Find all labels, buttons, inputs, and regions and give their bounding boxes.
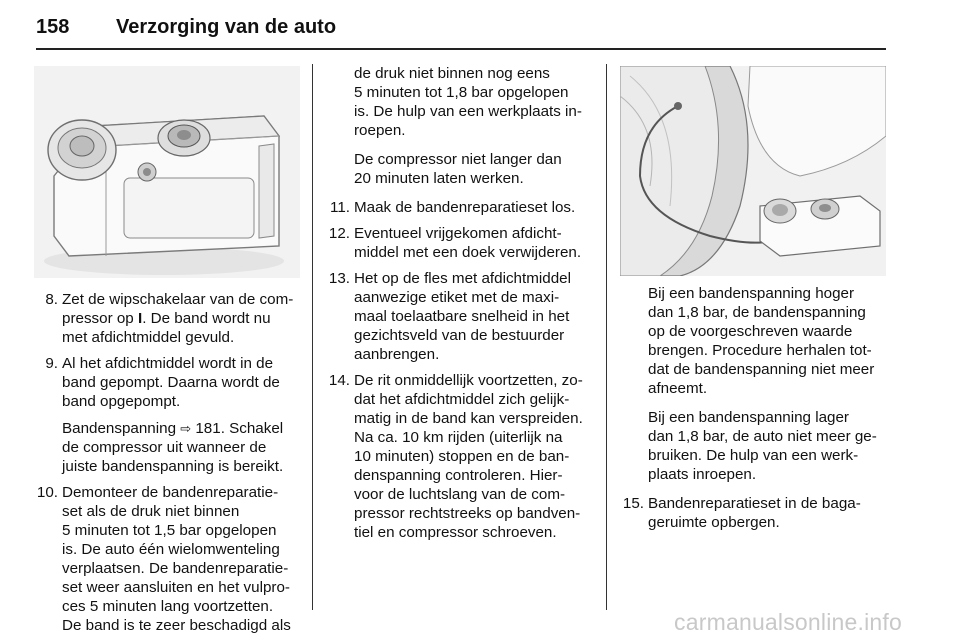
page-title: Verzorging van de auto	[116, 16, 337, 38]
continued-paragraph	[330, 64, 600, 140]
item-text: Het op de fles met afdichtmiddel	[354, 270, 571, 287]
column-divider-right	[606, 64, 607, 610]
item-text: op de voorgeschreven waarde	[648, 323, 853, 340]
column-2-text	[330, 64, 600, 549]
page-header	[36, 8, 886, 48]
item-text: bruiken. De hulp van een werk-	[648, 447, 859, 464]
item-text: geruimte opbergen.	[648, 514, 780, 531]
item-text: tiel en compressor schroeven.	[354, 524, 557, 541]
item-text: Bandenreparatieset in de baga-	[648, 495, 861, 512]
column-3-text	[624, 284, 894, 539]
item-text: 5 minuten tot 1,8 bar opgelopen	[354, 84, 569, 101]
item-text: Bij een bandenspanning hoger	[648, 285, 855, 302]
low-pressure-paragraph	[624, 408, 894, 484]
item-text: verplaatsen. De bandenreparatie-	[62, 560, 289, 577]
item-text: dan 1,8 bar, de auto niet meer ge-	[648, 428, 877, 445]
item-text: De band is te zeer beschadigd als	[62, 617, 291, 634]
item-number: 12.	[328, 225, 350, 242]
item-text: Na ca. 10 km rijden (uiterlijk na	[354, 429, 563, 446]
item-text: is. De auto één wielomwenteling	[62, 541, 280, 558]
item-number: 13.	[328, 270, 350, 287]
item-text: plaats inroepen.	[648, 466, 757, 483]
item-text: de druk niet binnen nog eens	[354, 65, 550, 82]
item-text: ces 5 minuten lang voortzetten.	[62, 598, 274, 615]
tire-hose-compressor-illustration-icon	[620, 66, 886, 276]
item-text: juiste bandenspanning is bereikt.	[62, 458, 284, 475]
header-rule	[36, 48, 886, 50]
item-text: Bij een bandenspanning lager	[648, 409, 849, 426]
tire-compressor-figure	[620, 66, 886, 276]
item-text: voor de luchtslang van de com-	[354, 486, 566, 503]
item-text: roepen.	[354, 122, 406, 139]
column-1-text	[38, 290, 308, 642]
item-text: Bandenspanning	[62, 420, 181, 437]
item-text: de compressor uit wanneer de	[62, 439, 267, 456]
item-text: 20 minuten laten werken.	[354, 170, 524, 187]
item-text: pressor op	[62, 310, 138, 327]
high-pressure-paragraph	[624, 284, 894, 398]
item-text: matig in de band kan verspreiden.	[354, 410, 583, 427]
list-item	[330, 371, 600, 542]
item-number: 9.	[45, 355, 58, 372]
item-text: dat het afdichtmiddel zich gelijk-	[354, 391, 570, 408]
item-text: De rit onmiddellijk voortzetten, zo-	[354, 372, 583, 389]
item-text: Zet de wipschakelaar van de com-	[62, 291, 294, 308]
page-reference-icon[interactable]: ⇨	[180, 421, 192, 436]
item-number: 14.	[328, 372, 350, 389]
item-number: 8.	[45, 291, 58, 308]
item-text: aanbrengen.	[354, 346, 440, 363]
item-text: dan 1,8 bar, de bandenspanning	[648, 304, 866, 321]
item-text: aanwezige etiket met de maxi-	[354, 289, 560, 306]
item-note	[62, 419, 308, 476]
compressor-note	[330, 150, 600, 188]
item-number: 15.	[622, 495, 644, 512]
item-text: 181. Schakel	[191, 420, 284, 437]
item-text: set weer aansluiten en het vulpro-	[62, 579, 290, 596]
column-divider-left	[312, 64, 313, 610]
item-text: Maak de bandenreparatieset los.	[354, 199, 576, 216]
item-text: set als de druk niet binnen	[62, 503, 240, 520]
item-text: band opgepompt.	[62, 393, 181, 410]
item-text: pressor rechtstreeks op bandven-	[354, 505, 581, 522]
item-text: De compressor niet langer dan	[354, 151, 562, 168]
item-text: gezichtsveld van de bestuurder	[354, 327, 565, 344]
item-text: Demonteer de bandenreparatie-	[62, 484, 279, 501]
list-item	[330, 198, 600, 217]
watermark: carmanualsonline.info	[674, 609, 902, 635]
item-text: denspanning controleren. Hier-	[354, 467, 563, 484]
item-text: 5 minuten tot 1,5 bar opgelopen	[62, 522, 277, 539]
list-item	[330, 269, 600, 364]
item-text: met afdichtmiddel gevuld.	[62, 329, 235, 346]
item-text: band gepompt. Daarna wordt de	[62, 374, 280, 391]
item-text: . De band wordt nu	[142, 310, 271, 327]
item-text: 10 minuten) stoppen en de ban-	[354, 448, 570, 465]
item-text: brengen. Procedure herhalen tot-	[648, 342, 872, 359]
item-text: Al het afdichtmiddel wordt in de	[62, 355, 274, 372]
switch-position-label: I	[137, 310, 143, 327]
item-text: maal toelaatbare snelheid in het	[354, 308, 570, 325]
compressor-illustration-icon	[34, 66, 300, 278]
item-number: 10.	[36, 484, 58, 501]
item-text: afneemt.	[648, 380, 708, 397]
item-text: middel met een doek verwijderen.	[354, 244, 582, 261]
item-text: Eventueel vrijgekomen afdicht-	[354, 225, 562, 242]
list-item	[38, 483, 308, 635]
list-item	[624, 494, 894, 532]
item-text: is. De hulp van een werkplaats in-	[354, 103, 582, 120]
item-text: dat de bandenspanning niet meer	[648, 361, 875, 378]
page-number: 158	[36, 16, 70, 38]
list-item	[330, 224, 600, 262]
list-item	[38, 354, 308, 476]
item-number: 11.	[330, 199, 350, 216]
list-item	[38, 290, 308, 347]
compressor-figure	[34, 66, 300, 278]
